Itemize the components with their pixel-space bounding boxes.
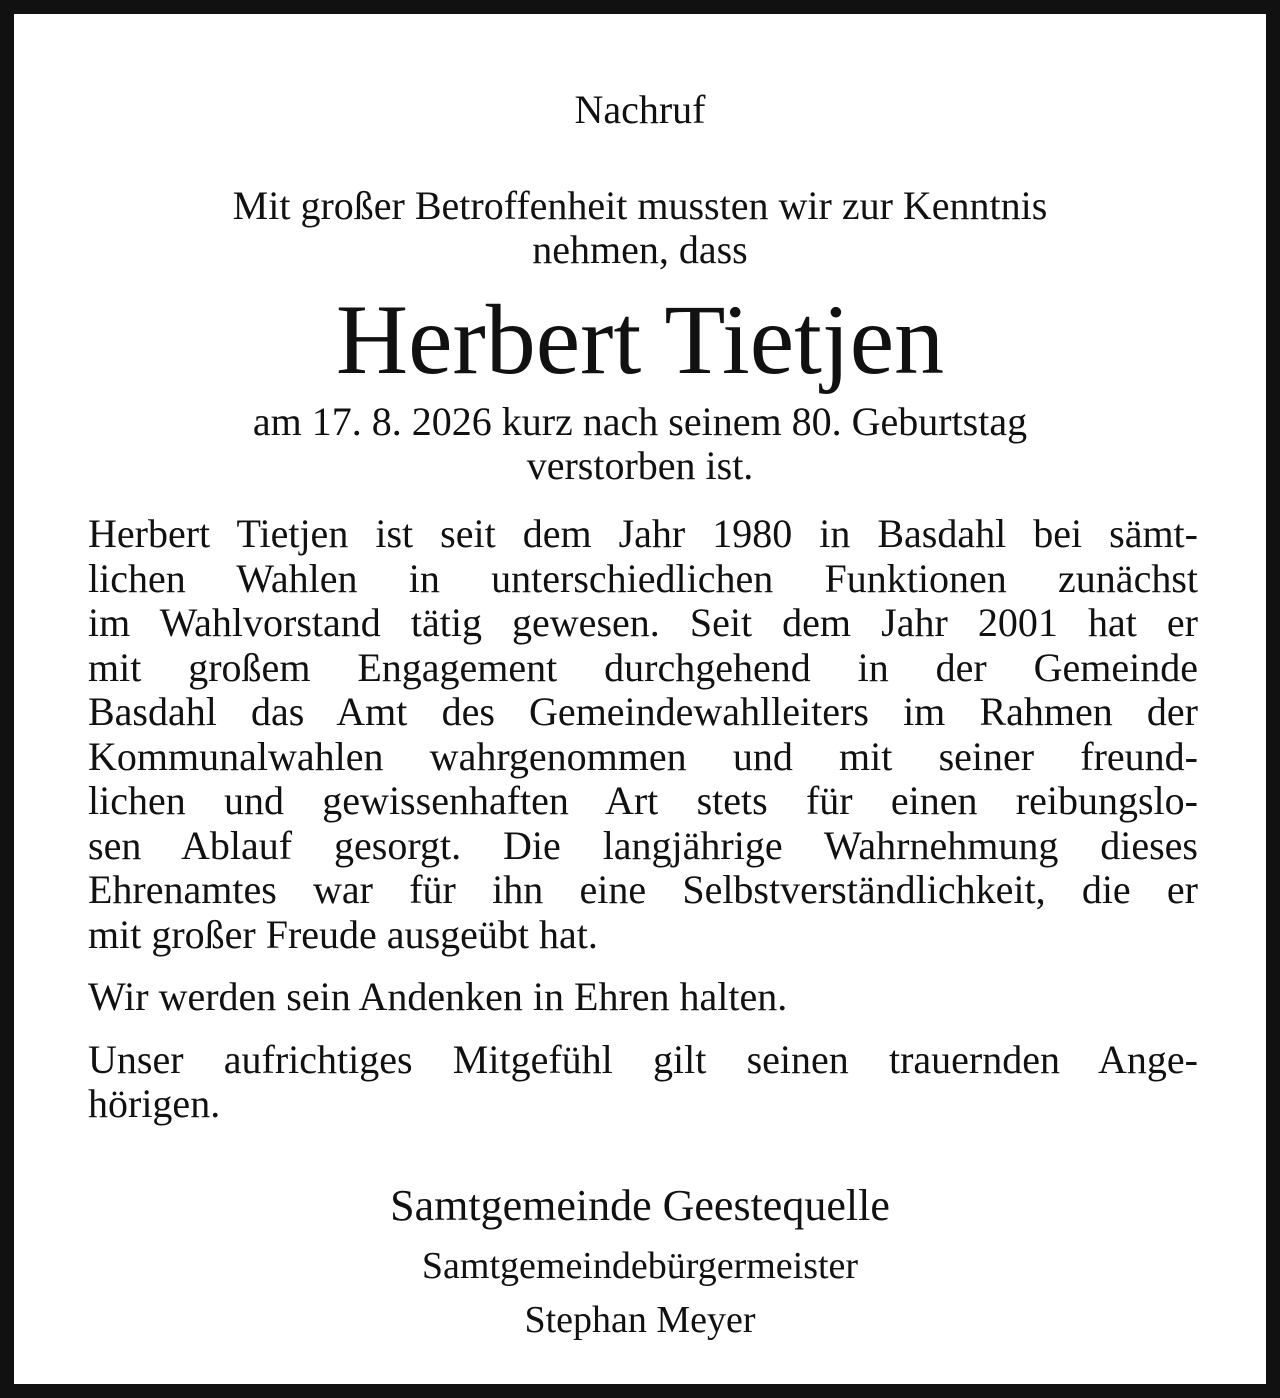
- body-paragraph: [88, 1038, 1198, 1127]
- intro-line: nehmen, dass: [532, 227, 748, 272]
- obituary-body: [88, 512, 1198, 1145]
- body-line: im Wahlvorstand tätig gewesen. Seit dem Jahr 2001 hat er: [88, 600, 1198, 645]
- body-line: Unser aufrichtiges Mitgefühl gilt seinen trauernden Ange-: [88, 1036, 1198, 1082]
- body-line: Wir werden sein Andenken in Ehren halten.: [88, 974, 788, 1019]
- death-notice-line: verstorben ist.: [526, 443, 754, 488]
- intro-text: [14, 184, 1266, 272]
- intro-line: Mit großer Betroffenheit mussten wir zur Kenntnis: [232, 183, 1048, 228]
- deceased-name: Herbert Tietjen: [335, 284, 945, 395]
- signature-role: Samtgemeindebürgermeister: [421, 1245, 859, 1287]
- body-line: Ehrenamtes war für ihn eine Selbstverständlichkeit, die er: [88, 867, 1198, 912]
- signature-person: Stephan Meyer: [524, 1299, 756, 1341]
- death-notice: [14, 400, 1266, 488]
- body-paragraph: [88, 512, 1198, 957]
- body-line: hörigen.: [88, 1081, 221, 1126]
- body-line: mit großer Freude ausgeübt hat.: [88, 911, 598, 957]
- body-line: Herbert Tietjen ist seit dem Jahr 1980 in Basdahl bei sämt-: [88, 511, 1198, 556]
- body-line: lichen Wahlen in unterschiedlichen Funktionen zunächst: [88, 555, 1198, 601]
- body-line: sen Ablauf gesorgt. Die langjährige Wahrnehmung dieses: [88, 822, 1198, 868]
- body-line: lichen und gewissenhaften Art stets für einen reibungslo-: [88, 778, 1198, 823]
- death-notice-line: am 17. 8. 2026 kurz nach seinem 80. Geburtstag: [252, 399, 1028, 444]
- body-line: Kommunalwahlen wahrgenommen und mit seiner freund-: [88, 733, 1198, 779]
- signature-organization: Samtgemeinde Geestequelle: [390, 1181, 890, 1230]
- body-line: Basdahl das Amt des Gemeindewahlleiters im Rahmen der: [88, 689, 1198, 734]
- body-paragraph: [88, 975, 1198, 1020]
- notice-heading: Nachruf: [574, 87, 706, 132]
- body-line: mit großem Engagement durchgehend in der Gemeinde: [88, 644, 1198, 690]
